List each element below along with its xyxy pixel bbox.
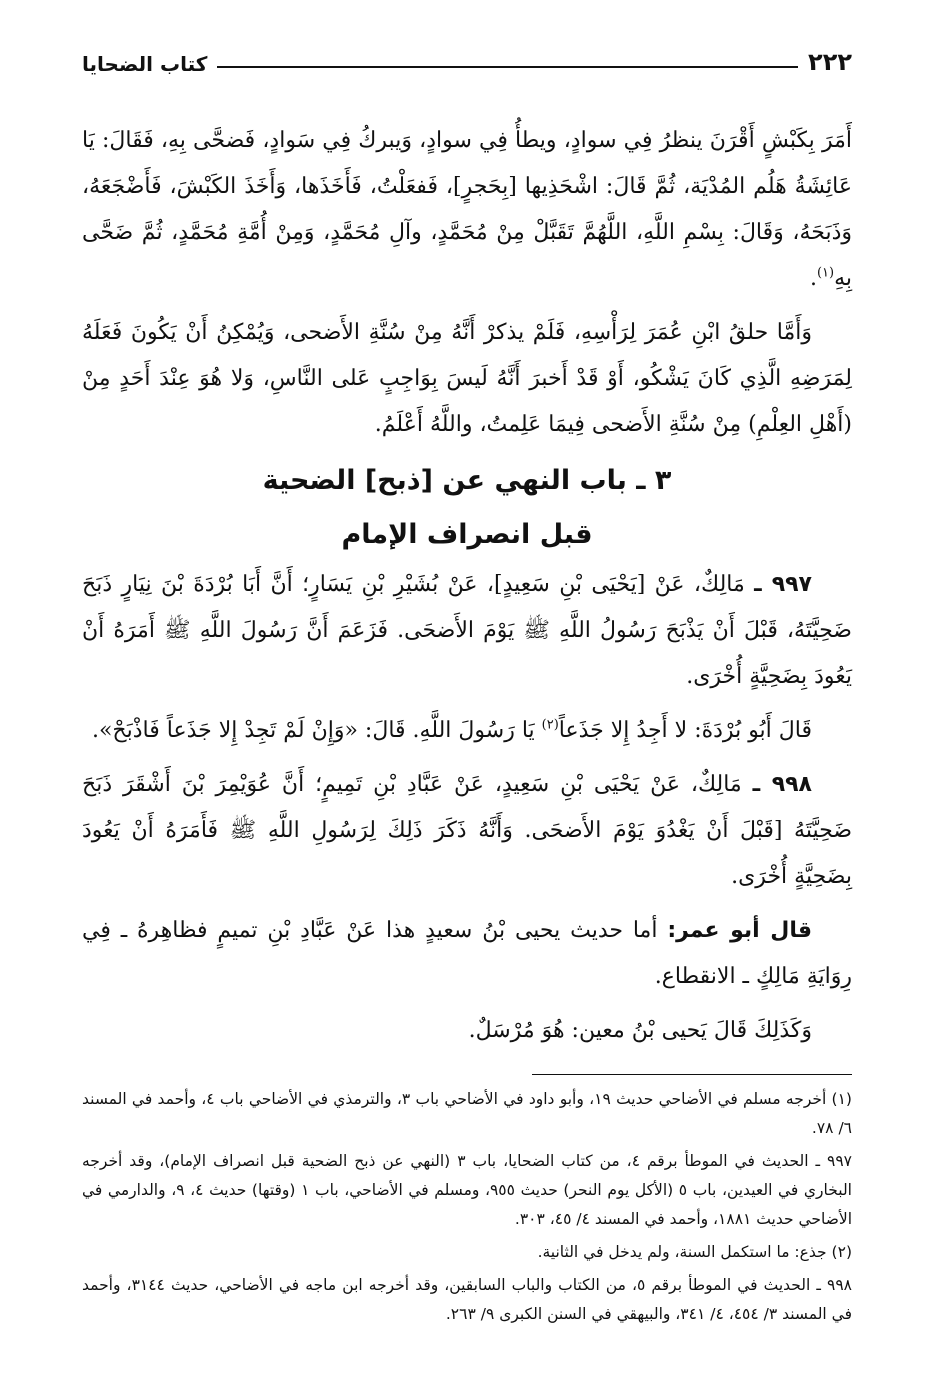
- abu-umar-label: قال أبو عمر:: [667, 918, 812, 943]
- book-title: كتاب الضحايا: [82, 52, 208, 76]
- paragraph-ibn-main: وَكَذَلِكَ قَالَ يَحيى بْنُ معين: هُوَ مُرْسَلٌ.: [468, 1018, 812, 1043]
- paragraph-abu-umar: قال أبو عمر: أما حديث يحيى بْنُ سعيدٍ هذا عَنْ عَبَّادِ بْنِ تميمٍ فظاهِرهُ ـ فِي رِوَايَةِ مَالِكٍ ـ الانقطاع.: [82, 918, 852, 989]
- footnotes: [82, 1085, 852, 1329]
- hadith-number-998: ٩٩٨ ـ: [752, 772, 812, 797]
- hadith-997: ٩٩٧ ـ مَالِكٌ، عَنْ [يَحْيَى بْنِ سَعِيدٍ]، عَنْ بُشَيْرِ بْنِ يَسَارٍ؛ أَنَّ أَبَا بُرْدَةَ بْنَ نِيَارٍ ذَبَحَ ضَحِيَّتَهُ، قَبْلَ أَنْ يَذْبَحَ رَسُولُ اللَّهِ ﷺ يَوْمَ الأَضحَى. فَزَعَمَ أَنَّ رَسُولَ اللَّهِ ﷺ أَمَرَهُ أَنْ يَعُودَ بِضَحِيَّةٍ أُخْرَى.: [82, 572, 852, 689]
- paragraph-abu-burda: قَالَ أَبُو بُرْدَةَ: لا أَجِدُ إِلا جَذَعاً$^{(٢)}$ يَا رَسُولَ اللَّهِ. قَالَ: «وَإِنْ لَمْ تَجِدْ إِلا جَذَعاً فَاذْبَحْ».: [91, 717, 812, 743]
- footnote-separator: [532, 1074, 852, 1075]
- header-rule: [217, 66, 798, 68]
- hadith-number-997: ٩٩٧ ـ: [754, 572, 812, 597]
- footnote-ref-1: (١): [816, 265, 835, 281]
- footnote-2: (٢) جذع: ما استكمل السنة، ولم يدخل في الثانية.: [537, 1243, 852, 1261]
- footnote-998: ٩٩٨ ـ الحديث في الموطأ برقم ٥، من الكتاب والباب السابقين، وقد أخرجه ابن ماجه في الأضاحي، حديث ٣١٤٤، وأحمد في المسند ٣/ ٤٥٤، ٤/ ٣٤١، والبيهقي في السنن الكبرى ٩/ ٢٦٣.: [82, 1276, 853, 1323]
- footnote-ref-2: (٢): [541, 717, 559, 733]
- page-number: ٢٢٢: [808, 48, 852, 76]
- chapter-heading-line-1: ٣ ـ باب النهي عن [ذبح] الضحية: [262, 465, 672, 496]
- main-text: [82, 118, 852, 1054]
- paragraph-hadith-continuation: أَمَرَ بِكَبْشٍ أَقْرَنَ ينظرُ فِي سوادٍ، ويطأُ فِي سوادٍ، وَيبركُ فِي سَوادٍ، فَضحَّى بِهِ، فَقَالَ: يَا عَائِشَةُ هَلُم المُدْيَة، ثُمَّ قَالَ: اشْحَذِيها [بِحَجرٍ]، فَفعَلْتُ، فَأَخَذَها، وَأَخَذَ الكَبْشَ، فَأَضْجَعَهُ، وَذَبَحَهُ، وَقَالَ: بِسْمِ اللَّهِ، اللَّهُمَّ تَقَبَّلْ مِنْ مُحَمَّدٍ، وآلِ مُحَمَّدٍ، وَمِنْ أُمَّةِ مُحَمَّدٍ، ثُمَّ ضَحَّى بِهِ$^{(١)}$.: [82, 128, 852, 291]
- chapter-heading-line-2: قبل انصراف الإمام: [341, 519, 593, 550]
- hadith-998: ٩٩٨ ـ مَالِكٌ، عَنْ يَحْيَى بْنِ سَعِيدٍ، عَنْ عَبَّادِ بْنِ تَمِيمٍ؛ أَنَّ عُوَيْمِرَ بْنَ أَشْقَرَ ذَبَحَ ضَحِيَّتَهُ [قَبْلَ أَنْ يَغْدُوَ يَوْمَ الأَضحَى. وَأَنَّهُ ذَكَرَ ذَلِكَ لِرَسُولِ اللَّهِ ﷺ فَأَمَرَهُ أَنْ يَعُودَ بِضَحِيَّةٍ أُخْرَى.: [82, 772, 852, 889]
- footnote-1: (١) أخرجه مسلم في الأضاحي حديث ١٩، وأبو داود في الأضاحي باب ٣، والترمذي في الأضاحي باب ٤، وأحمد في المسند ٦/ ٧٨.: [82, 1090, 852, 1137]
- page-header: [82, 38, 852, 74]
- footnote-997: ٩٩٧ ـ الحديث في الموطأ برقم ٤، من كتاب الضحايا، باب ٣ (النهي عن ذبح الضحية قبل انصراف الإمام)، وقد أخرجه البخاري في العيدين، باب ٥ (الأكل يوم النحر) حديث ٩٥٥، ومسلم في الأضاحي، باب ١ (وقتها) حديث ٤، ٩، والدارمي في الأضاحي حديث ١٨٨١، وأحمد في المسند ٤/ ٤٥، ٣٠٣.: [82, 1152, 852, 1228]
- paragraph-commentary: وَأَمَّا حلقُ ابْنِ عُمَرَ لِرَأْسِهِ، فَلَمْ يذكرْ أَنَّهُ مِنْ سُنَّةِ الأَضحى، وَيُمْكِنُ أَنْ يَكُونَ فَعَلَهُ لِمَرَضِهِ الَّذِي كَانَ يَشْكُو، أَوْ قَدْ أَخبرَ أَنَّهُ لَيسَ بِوَاجِبٍ عَلى النَّاسِ، وَلا هُوَ عِنْدَ أَحَدٍ مِنْ (أَهْلِ العِلْمِ) مِنْ سُنَّةِ الأَضحى فِيمَا عَلِمتُ، واللَّهُ أَعْلَمُ.: [82, 320, 852, 437]
